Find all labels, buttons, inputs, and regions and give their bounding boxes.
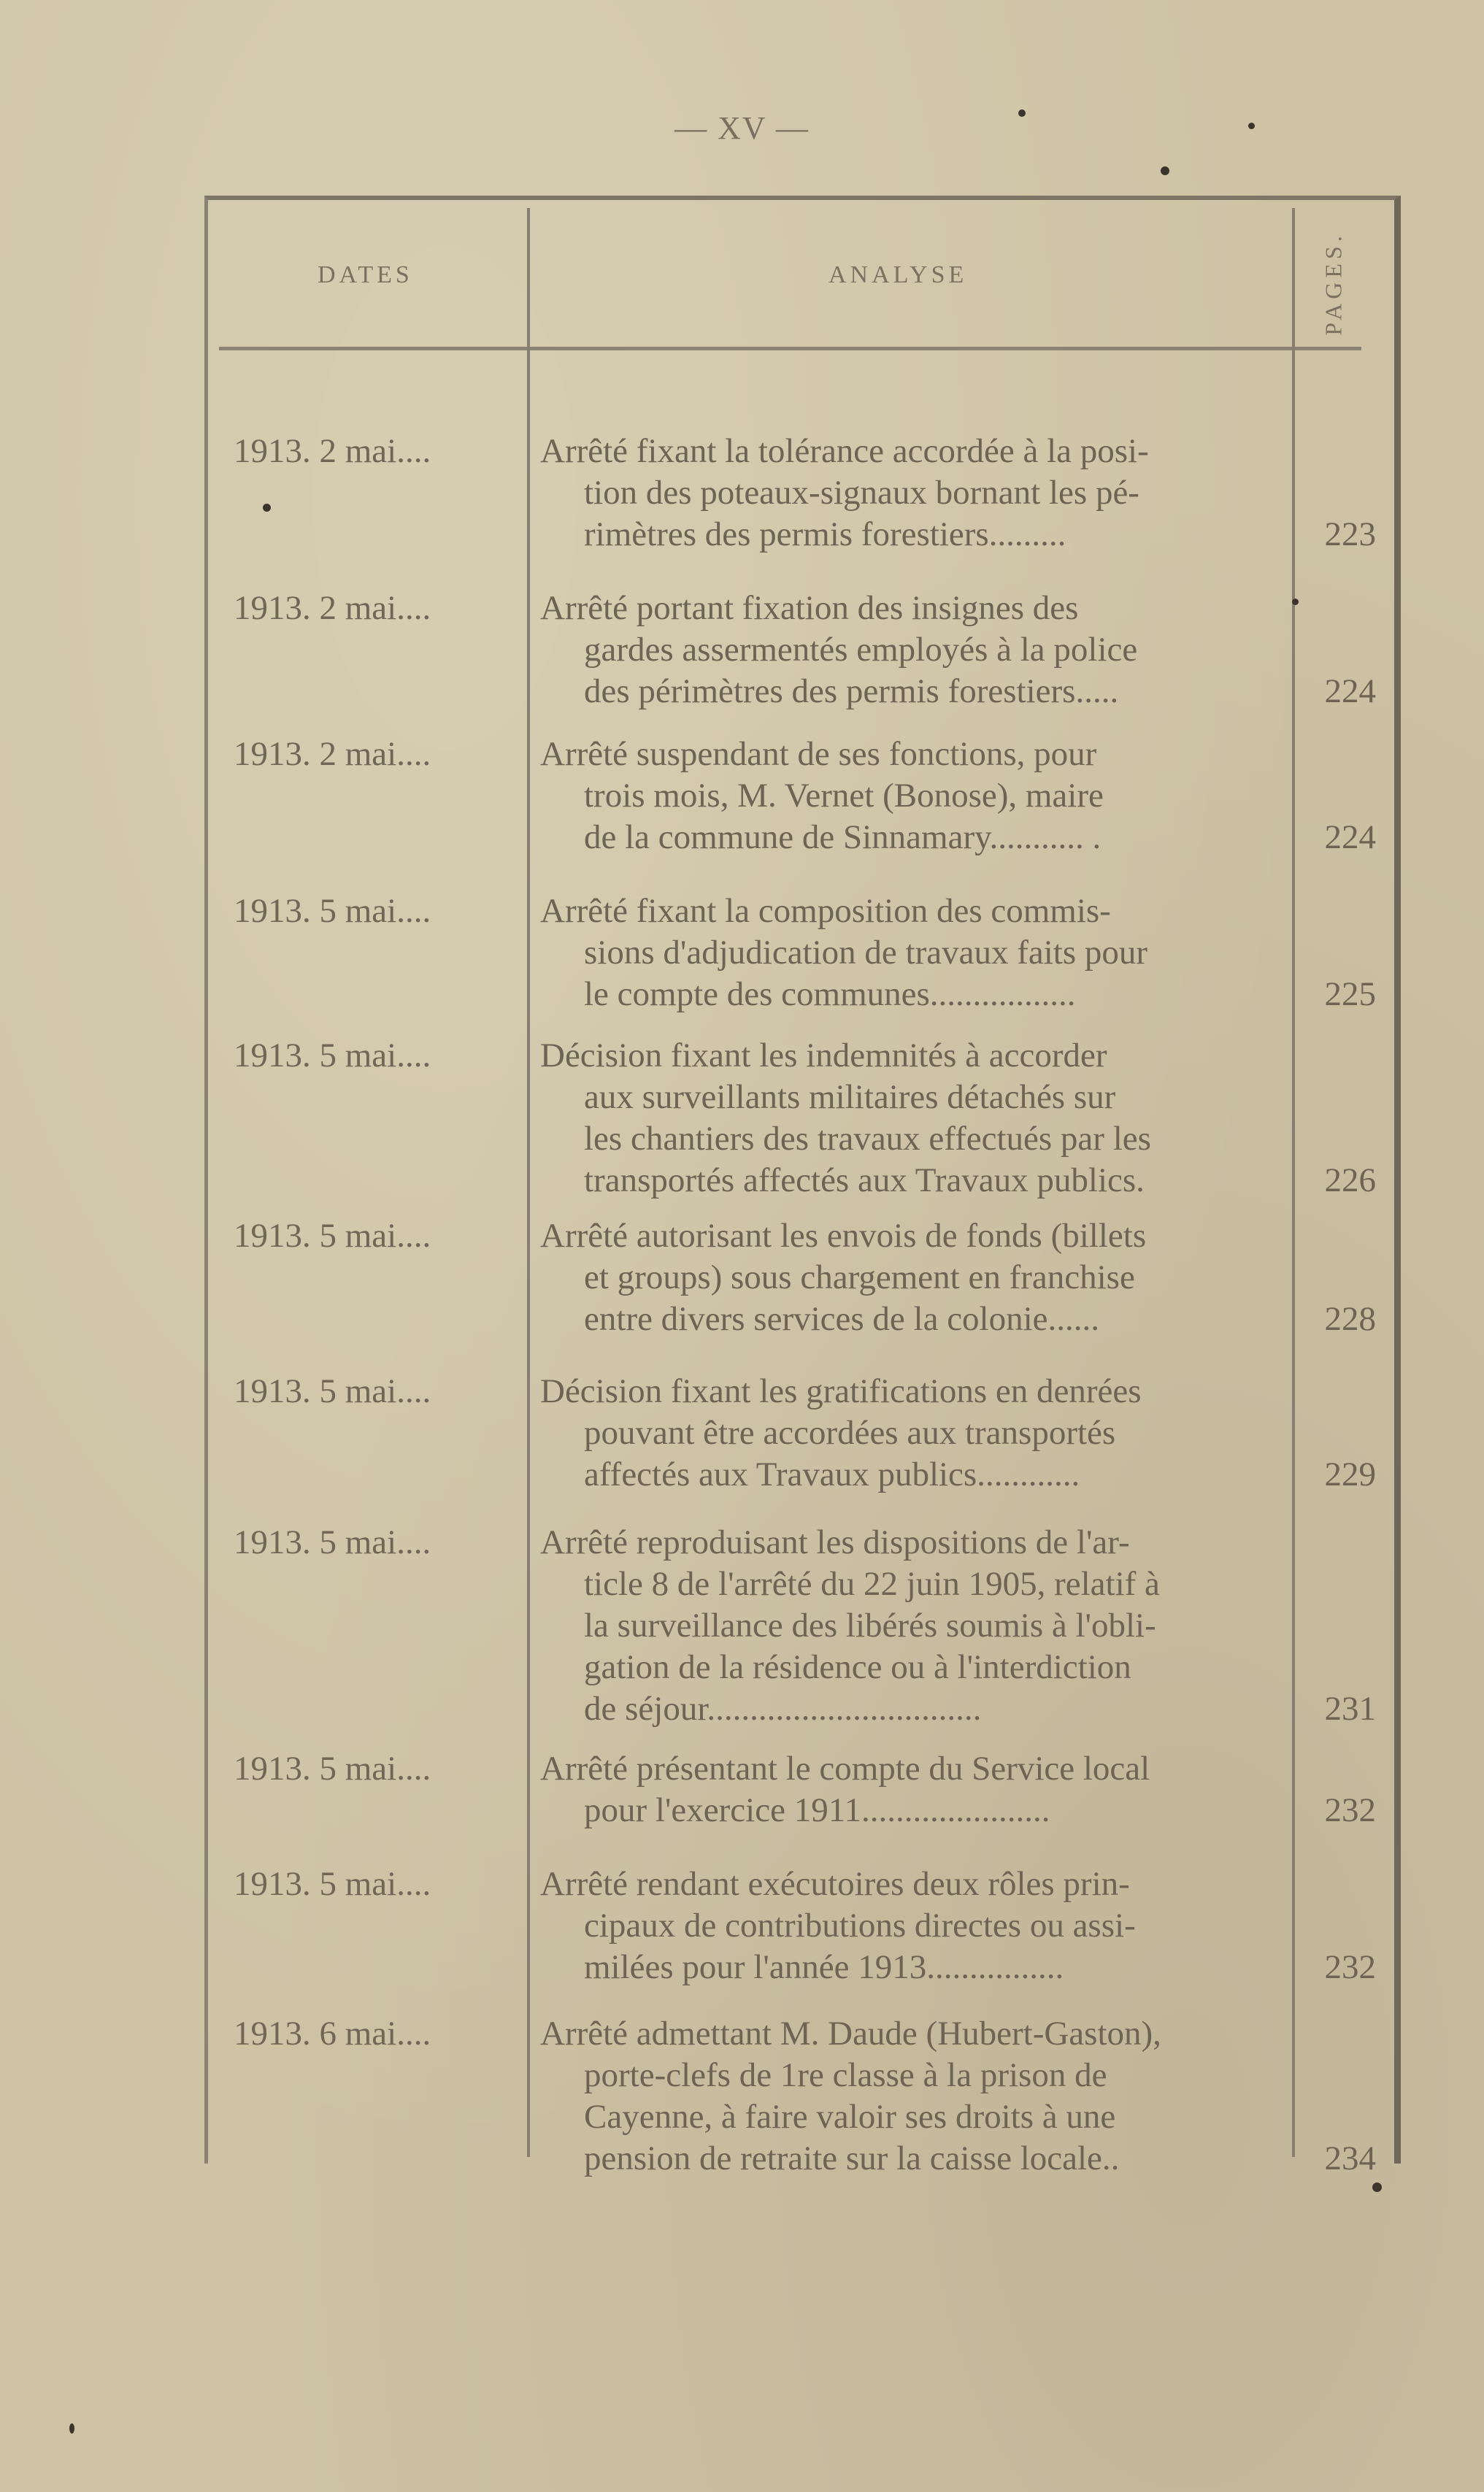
- analysis-line: les chantiers des travaux effectués par les: [584, 1120, 1151, 1158]
- entry-date: 1913. 5 mai....: [234, 1037, 431, 1074]
- entry-date: 1913. 5 mai....: [234, 892, 431, 930]
- entry-page: 223: [1324, 515, 1376, 553]
- analysis-line: Arrêté portant fixation des insignes des: [540, 589, 1079, 627]
- analysis-line: Arrêté admettant M. Daude (Hubert-Gaston),: [540, 2015, 1161, 2053]
- analysis-line: porte-clefs de 1re classe à la prison de: [584, 2056, 1107, 2094]
- entry-date: 1913. 5 mai....: [234, 1372, 431, 1410]
- column-divider-dates: [527, 208, 530, 2157]
- analysis-line: gardes assermentés employés à la police: [584, 631, 1138, 669]
- analysis-line: ticle 8 de l'arrêté du 22 juin 1905, relatif à: [584, 1565, 1160, 1603]
- analysis-line: transportés affectés aux Travaux publics.: [584, 1161, 1145, 1199]
- entry-date: 1913. 6 mai....: [234, 2015, 431, 2053]
- analysis-line: milées pour l'année 1913................: [584, 1948, 1064, 1986]
- analysis-line: pour l'exercice 1911......................: [584, 1791, 1050, 1829]
- analysis-line: rimètres des permis forestiers.........: [584, 515, 1066, 553]
- analysis-line: Arrêté rendant exécutoires deux rôles prin-: [540, 1865, 1130, 1903]
- entry-date: 1913. 5 mai....: [234, 1523, 431, 1561]
- page-number: — XV —: [674, 110, 810, 146]
- entry-page: 231: [1324, 1690, 1376, 1728]
- analysis-line: Arrêté reproduisant les dispositions de l'ar-: [540, 1523, 1130, 1561]
- entry-date: 1913. 2 mai....: [234, 735, 431, 773]
- analysis-line: la surveillance des libérés soumis à l'obli-: [584, 1607, 1156, 1645]
- analysis-line: sions d'adjudication de travaux faits pour: [584, 934, 1148, 972]
- entry-date: 1913. 5 mai....: [234, 1217, 431, 1255]
- header-rule: [219, 347, 1361, 350]
- analysis-line: aux surveillants militaires détachés sur: [584, 1078, 1116, 1116]
- analysis-line: Cayenne, à faire valoir ses droits à une: [584, 2098, 1116, 2136]
- entry-page: 229: [1324, 1455, 1376, 1493]
- analysis-line: cipaux de contributions directes ou assi-: [584, 1907, 1136, 1945]
- analysis-line: gation de la résidence ou à l'interdiction: [584, 1648, 1131, 1686]
- analysis-line: pouvant être accordées aux transportés: [584, 1414, 1116, 1452]
- entry-page: 224: [1324, 818, 1376, 856]
- analysis-line: Arrêté suspendant de ses fonctions, pour: [540, 735, 1097, 773]
- analysis-line: entre divers services de la colonie......: [584, 1300, 1100, 1338]
- header-pages-label: PAGES.: [1320, 231, 1347, 336]
- entry-date: 1913. 5 mai....: [234, 1750, 431, 1788]
- analysis-line: Arrêté présentant le compte du Service local: [540, 1750, 1150, 1788]
- entry-page: 225: [1324, 975, 1376, 1013]
- header-analyse: ANALYSE: [828, 261, 968, 288]
- analysis-line: le compte des communes.................: [584, 975, 1076, 1013]
- analysis-line: des périmètres des permis forestiers.....: [584, 672, 1119, 710]
- analysis-line: de séjour................................: [584, 1690, 982, 1728]
- entry-date: 1913. 5 mai....: [234, 1865, 431, 1903]
- analysis-line: Décision fixant les indemnités à accorder: [540, 1037, 1107, 1074]
- entry-page: 228: [1324, 1300, 1376, 1338]
- entry-page: 234: [1324, 2139, 1376, 2177]
- header-pages: [1308, 218, 1359, 349]
- entry-date: 1913. 2 mai....: [234, 589, 431, 627]
- analysis-line: trois mois, M. Vernet (Bonose), maire: [584, 777, 1104, 815]
- analysis-line: affectés aux Travaux publics............: [584, 1455, 1080, 1493]
- analysis-line: tion des poteaux-signaux bornant les pé-: [584, 474, 1139, 512]
- entry-page: 226: [1324, 1161, 1376, 1199]
- analysis-line: Décision fixant les gratifications en denrées: [540, 1372, 1142, 1410]
- analysis-line: pension de retraite sur la caisse locale..: [584, 2139, 1120, 2177]
- analysis-line: Arrêté fixant la tolérance accordée à la posi-: [540, 432, 1149, 470]
- entry-date: 1913. 2 mai....: [234, 432, 431, 470]
- entry-page: 224: [1324, 672, 1376, 710]
- analysis-line: Arrêté fixant la composition des commis-: [540, 892, 1111, 930]
- analysis-line: et groups) sous chargement en franchise: [584, 1258, 1135, 1296]
- header-dates: DATES: [318, 261, 413, 288]
- entry-page: 232: [1324, 1948, 1376, 1986]
- analysis-line: Arrêté autorisant les envois de fonds (billets: [540, 1217, 1147, 1255]
- analysis-line: de la commune de Sinnamary........... .: [584, 818, 1102, 856]
- entry-page: 232: [1324, 1791, 1376, 1829]
